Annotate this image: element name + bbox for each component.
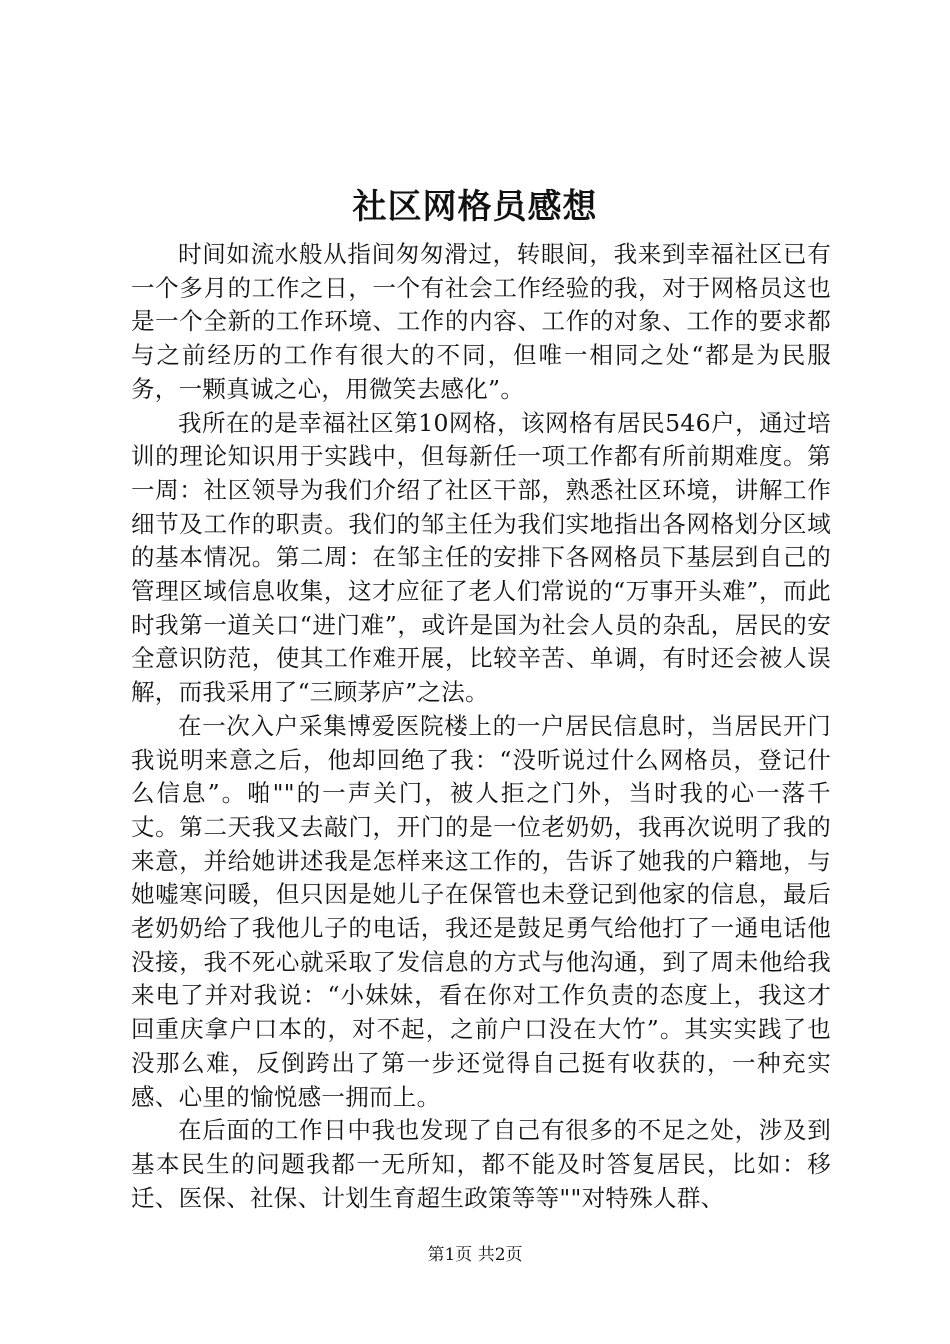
document-body xyxy=(131,238,831,1215)
paragraph: 时间如流水般从指间匆匆滑过，转眼间，我来到幸福社区已有一个多月的工作之日，一个有社会工作经验的我，对于网格员这也是一个全新的工作环境、工作的内容、工作的对象、工作的要求都与之前经历的工作有很大的不同，但唯一相同之处“都是为民服务，一颗真诚之心，用微笑去感化”。 xyxy=(131,240,831,403)
paragraph: 在一次入户采集博爱医院楼上的一户居民信息时，当居民开门我说明来意之后，他却回绝了我：“没听说过什么网格员，登记什么信息”。啪""的一声关门，被人拒之门外，当时我的心一落千丈。第二天我又去敲门，开门的是一位老奶奶，我再次说明了我的来意，并给她讲述我是怎样来这工作的，告诉了她我的户籍地，与她嘘寒问暖，但只因是她儿子在保管也未登记到他家的信息，最后老奶奶给了我他儿子的电话，我还是鼓足勇气给他打了一通电话他没接，我不死心就采取了发信息的方式与他沟通，到了周未他给我来电了并对我说：“小妹妹，看在你对工作负责的态度上，我这才回重庆拿户口本的，对不起，之前户口没在大竹”。其实实践了也没那么难，反倒跨出了第一步还觉得自己挺有收获的，一种充实感、心里的愉悦感一拥而上。 xyxy=(131,711,831,1111)
paragraph: 在后面的工作日中我也发现了自己有很多的不足之处，涉及到基本民生的问题我都一无所知，都不能及时答复居民，比如：移迁、医保、社保、计划生育超生政策等等""对特殊人群、 xyxy=(131,1116,831,1212)
page-footer: 第1页 共2页 xyxy=(427,1245,523,1265)
paragraph: 我所在的是幸福社区第10网格，该网格有居民546户，通过培训的理论知识用于实践中，但每新任一项工作都有所前期难度。第一周：社区领导为我们介绍了社区干部，熟悉社区环境，讲解工作细节及工作的职责。我们的邹主任为我们实地指出各网格划分区域的基本情况。第二周：在邹主任的安排下各网格员下基层到自己的管理区域信息收集，这才应征了老人们常说的“万事开头难”，而此时我第一道关口“进门难”，或许是国为社会人员的杂乱，居民的安全意识防范，使其工作难开展，比较辛苦、单调，有时还会被人误解，而我采用了“三顾茅庐”之法。 xyxy=(131,408,831,707)
document-title: 社区网格员感想 xyxy=(352,187,598,227)
